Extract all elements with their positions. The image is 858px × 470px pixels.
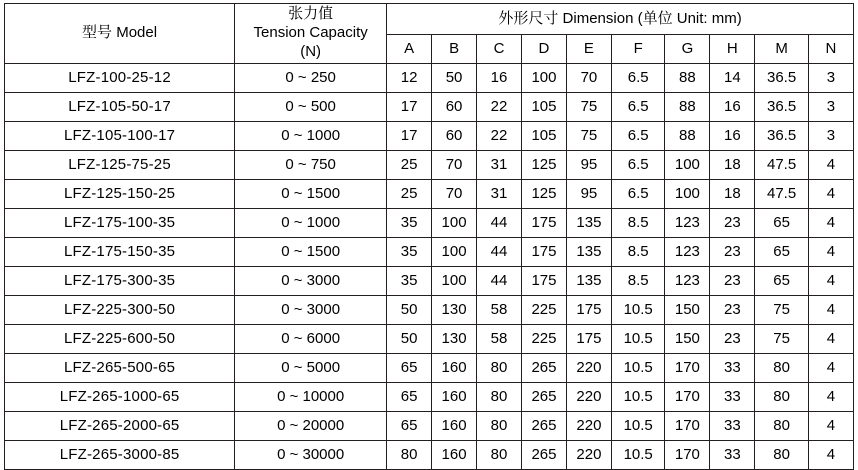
cell-dim-g: 150 [665,296,710,325]
cell-dim-a: 25 [387,151,432,180]
header-dim-m: M [755,35,809,64]
cell-dim-e: 175 [566,296,611,325]
cell-dim-h: 33 [710,412,755,441]
cell-tension: 0 ~ 1000 [235,209,387,238]
cell-dim-n: 4 [808,383,853,412]
cell-dim-h: 18 [710,180,755,209]
cell-dim-m: 47.5 [755,151,809,180]
cell-dim-b: 100 [432,209,477,238]
cell-dim-d: 265 [522,354,567,383]
cell-tension: 0 ~ 30000 [235,441,387,470]
cell-dim-f: 6.5 [611,64,665,93]
cell-dim-a: 50 [387,325,432,354]
cell-dim-h: 16 [710,122,755,151]
cell-dim-n: 4 [808,151,853,180]
cell-dim-b: 160 [432,441,477,470]
cell-dim-m: 65 [755,267,809,296]
cell-dim-c: 80 [477,412,522,441]
header-tension-line2: Tension Capacity [253,24,368,42]
cell-dim-b: 60 [432,93,477,122]
cell-dim-f: 10.5 [611,354,665,383]
cell-tension: 0 ~ 250 [235,64,387,93]
cell-dim-n: 4 [808,180,853,209]
cell-dim-b: 50 [432,64,477,93]
cell-dim-m: 75 [755,296,809,325]
cell-tension: 0 ~ 1000 [235,122,387,151]
header-dim-e: E [566,35,611,64]
cell-dim-m: 65 [755,209,809,238]
cell-dim-a: 25 [387,180,432,209]
cell-dim-m: 36.5 [755,122,809,151]
cell-dim-c: 58 [477,325,522,354]
table-row [5,64,854,93]
header-dim-a: A [387,35,432,64]
cell-tension: 0 ~ 750 [235,151,387,180]
cell-model: LFZ-175-300-35 [5,267,235,296]
cell-dim-d: 265 [522,383,567,412]
cell-dim-g: 100 [665,151,710,180]
cell-dim-e: 220 [566,354,611,383]
cell-dim-f: 8.5 [611,267,665,296]
cell-dim-m: 80 [755,383,809,412]
cell-dim-e: 135 [566,238,611,267]
cell-dim-n: 4 [808,325,853,354]
cell-dim-d: 100 [522,64,567,93]
cell-dim-n: 4 [808,296,853,325]
cell-dim-h: 23 [710,325,755,354]
table-row [5,296,854,325]
cell-dim-n: 4 [808,441,853,470]
cell-dim-g: 170 [665,412,710,441]
cell-dim-n: 4 [808,354,853,383]
cell-tension: 0 ~ 10000 [235,383,387,412]
cell-dim-f: 6.5 [611,93,665,122]
cell-dim-c: 80 [477,441,522,470]
cell-dim-a: 80 [387,441,432,470]
cell-dim-a: 12 [387,64,432,93]
cell-dim-c: 58 [477,296,522,325]
cell-dim-c: 80 [477,383,522,412]
cell-dim-m: 80 [755,354,809,383]
table-row [5,151,854,180]
table-row [5,325,854,354]
cell-dim-a: 65 [387,354,432,383]
header-tension-capacity [235,4,387,64]
cell-model: LFZ-265-1000-65 [5,383,235,412]
cell-dim-b: 70 [432,180,477,209]
cell-dim-n: 3 [808,64,853,93]
table-head [5,4,854,64]
cell-dim-b: 160 [432,354,477,383]
cell-model: LFZ-175-150-35 [5,238,235,267]
header-dim-n: N [808,35,853,64]
cell-dim-g: 123 [665,238,710,267]
cell-model: LFZ-105-100-17 [5,122,235,151]
cell-dim-d: 175 [522,267,567,296]
cell-dim-f: 6.5 [611,180,665,209]
cell-dim-c: 31 [477,180,522,209]
cell-dim-g: 88 [665,64,710,93]
cell-dim-h: 23 [710,209,755,238]
cell-dim-e: 220 [566,412,611,441]
cell-dim-h: 33 [710,383,755,412]
table-row [5,412,854,441]
table-row [5,383,854,412]
cell-dim-g: 123 [665,267,710,296]
cell-dim-g: 88 [665,93,710,122]
table-row [5,122,854,151]
cell-dim-e: 135 [566,209,611,238]
cell-dim-n: 3 [808,93,853,122]
cell-tension: 0 ~ 1500 [235,180,387,209]
cell-dim-b: 100 [432,267,477,296]
cell-tension: 0 ~ 6000 [235,325,387,354]
cell-tension: 0 ~ 3000 [235,267,387,296]
cell-dim-a: 17 [387,122,432,151]
cell-dim-g: 170 [665,383,710,412]
cell-dim-e: 70 [566,64,611,93]
header-model: 型号 Model [5,4,235,64]
header-dim-d: D [522,35,567,64]
cell-dim-b: 60 [432,122,477,151]
cell-dim-h: 33 [710,354,755,383]
table-row [5,441,854,470]
cell-dim-e: 220 [566,441,611,470]
cell-dim-h: 23 [710,296,755,325]
cell-dim-c: 16 [477,64,522,93]
table-row [5,209,854,238]
cell-dim-b: 100 [432,238,477,267]
cell-dim-f: 10.5 [611,383,665,412]
cell-dim-n: 4 [808,412,853,441]
cell-dim-n: 4 [808,267,853,296]
cell-dim-h: 33 [710,441,755,470]
header-dim-c: C [477,35,522,64]
cell-dim-d: 105 [522,93,567,122]
cell-dim-a: 35 [387,209,432,238]
cell-dim-m: 36.5 [755,64,809,93]
cell-tension: 0 ~ 3000 [235,296,387,325]
cell-dim-e: 135 [566,267,611,296]
cell-dim-c: 44 [477,267,522,296]
cell-model: LFZ-225-300-50 [5,296,235,325]
cell-tension: 0 ~ 5000 [235,354,387,383]
cell-dim-h: 14 [710,64,755,93]
cell-dim-b: 160 [432,383,477,412]
cell-dim-h: 23 [710,267,755,296]
cell-tension: 0 ~ 500 [235,93,387,122]
table-row [5,93,854,122]
cell-dim-d: 225 [522,296,567,325]
cell-dim-b: 130 [432,296,477,325]
cell-dim-a: 65 [387,412,432,441]
specification-table [4,3,854,470]
table-row [5,267,854,296]
cell-dim-d: 265 [522,412,567,441]
cell-dim-e: 95 [566,180,611,209]
cell-dim-c: 31 [477,151,522,180]
header-tension-line1: 张力值 [288,5,334,23]
cell-dim-h: 23 [710,238,755,267]
cell-dim-f: 8.5 [611,238,665,267]
cell-dim-c: 44 [477,209,522,238]
table-row [5,180,854,209]
cell-dim-d: 175 [522,238,567,267]
cell-dim-d: 125 [522,151,567,180]
cell-dim-e: 220 [566,383,611,412]
cell-dim-b: 160 [432,412,477,441]
cell-dim-d: 265 [522,441,567,470]
table-row [5,354,854,383]
cell-dim-h: 16 [710,93,755,122]
cell-dim-m: 80 [755,441,809,470]
cell-dim-c: 22 [477,122,522,151]
header-dimension-group: 外形尺寸 Dimension (单位 Unit: mm) [387,4,854,35]
cell-dim-d: 175 [522,209,567,238]
cell-dim-a: 35 [387,267,432,296]
cell-dim-c: 22 [477,93,522,122]
cell-dim-f: 6.5 [611,151,665,180]
cell-dim-e: 175 [566,325,611,354]
cell-dim-m: 47.5 [755,180,809,209]
cell-dim-b: 70 [432,151,477,180]
cell-dim-f: 10.5 [611,441,665,470]
cell-dim-e: 75 [566,93,611,122]
cell-dim-f: 8.5 [611,209,665,238]
header-dim-h: H [710,35,755,64]
header-dim-b: B [432,35,477,64]
table-row [5,238,854,267]
table-body [5,64,854,470]
cell-dim-m: 65 [755,238,809,267]
cell-dim-g: 170 [665,354,710,383]
cell-dim-c: 44 [477,238,522,267]
cell-dim-m: 75 [755,325,809,354]
cell-dim-f: 10.5 [611,325,665,354]
header-tension-line3: (N) [300,42,322,60]
cell-dim-g: 100 [665,180,710,209]
cell-dim-f: 10.5 [611,412,665,441]
cell-dim-d: 225 [522,325,567,354]
header-dim-g: G [665,35,710,64]
cell-dim-d: 105 [522,122,567,151]
cell-dim-a: 65 [387,383,432,412]
cell-dim-a: 17 [387,93,432,122]
cell-dim-c: 80 [477,354,522,383]
cell-dim-n: 4 [808,209,853,238]
cell-model: LFZ-125-75-25 [5,151,235,180]
cell-model: LFZ-100-25-12 [5,64,235,93]
cell-dim-n: 3 [808,122,853,151]
header-dim-f: F [611,35,665,64]
cell-model: LFZ-125-150-25 [5,180,235,209]
cell-model: LFZ-265-500-65 [5,354,235,383]
cell-dim-n: 4 [808,238,853,267]
cell-model: LFZ-175-100-35 [5,209,235,238]
header-row-top [5,4,854,35]
cell-model: LFZ-105-50-17 [5,93,235,122]
cell-dim-a: 35 [387,238,432,267]
cell-dim-h: 18 [710,151,755,180]
cell-dim-e: 75 [566,122,611,151]
cell-model: LFZ-225-600-50 [5,325,235,354]
cell-dim-b: 130 [432,325,477,354]
cell-dim-a: 50 [387,296,432,325]
cell-dim-d: 125 [522,180,567,209]
cell-dim-g: 170 [665,441,710,470]
cell-dim-e: 95 [566,151,611,180]
cell-model: LFZ-265-3000-85 [5,441,235,470]
cell-tension: 0 ~ 20000 [235,412,387,441]
cell-dim-f: 10.5 [611,296,665,325]
cell-dim-m: 80 [755,412,809,441]
cell-dim-m: 36.5 [755,93,809,122]
cell-model: LFZ-265-2000-65 [5,412,235,441]
cell-dim-g: 150 [665,325,710,354]
cell-dim-f: 6.5 [611,122,665,151]
cell-tension: 0 ~ 1500 [235,238,387,267]
cell-dim-g: 88 [665,122,710,151]
cell-dim-g: 123 [665,209,710,238]
